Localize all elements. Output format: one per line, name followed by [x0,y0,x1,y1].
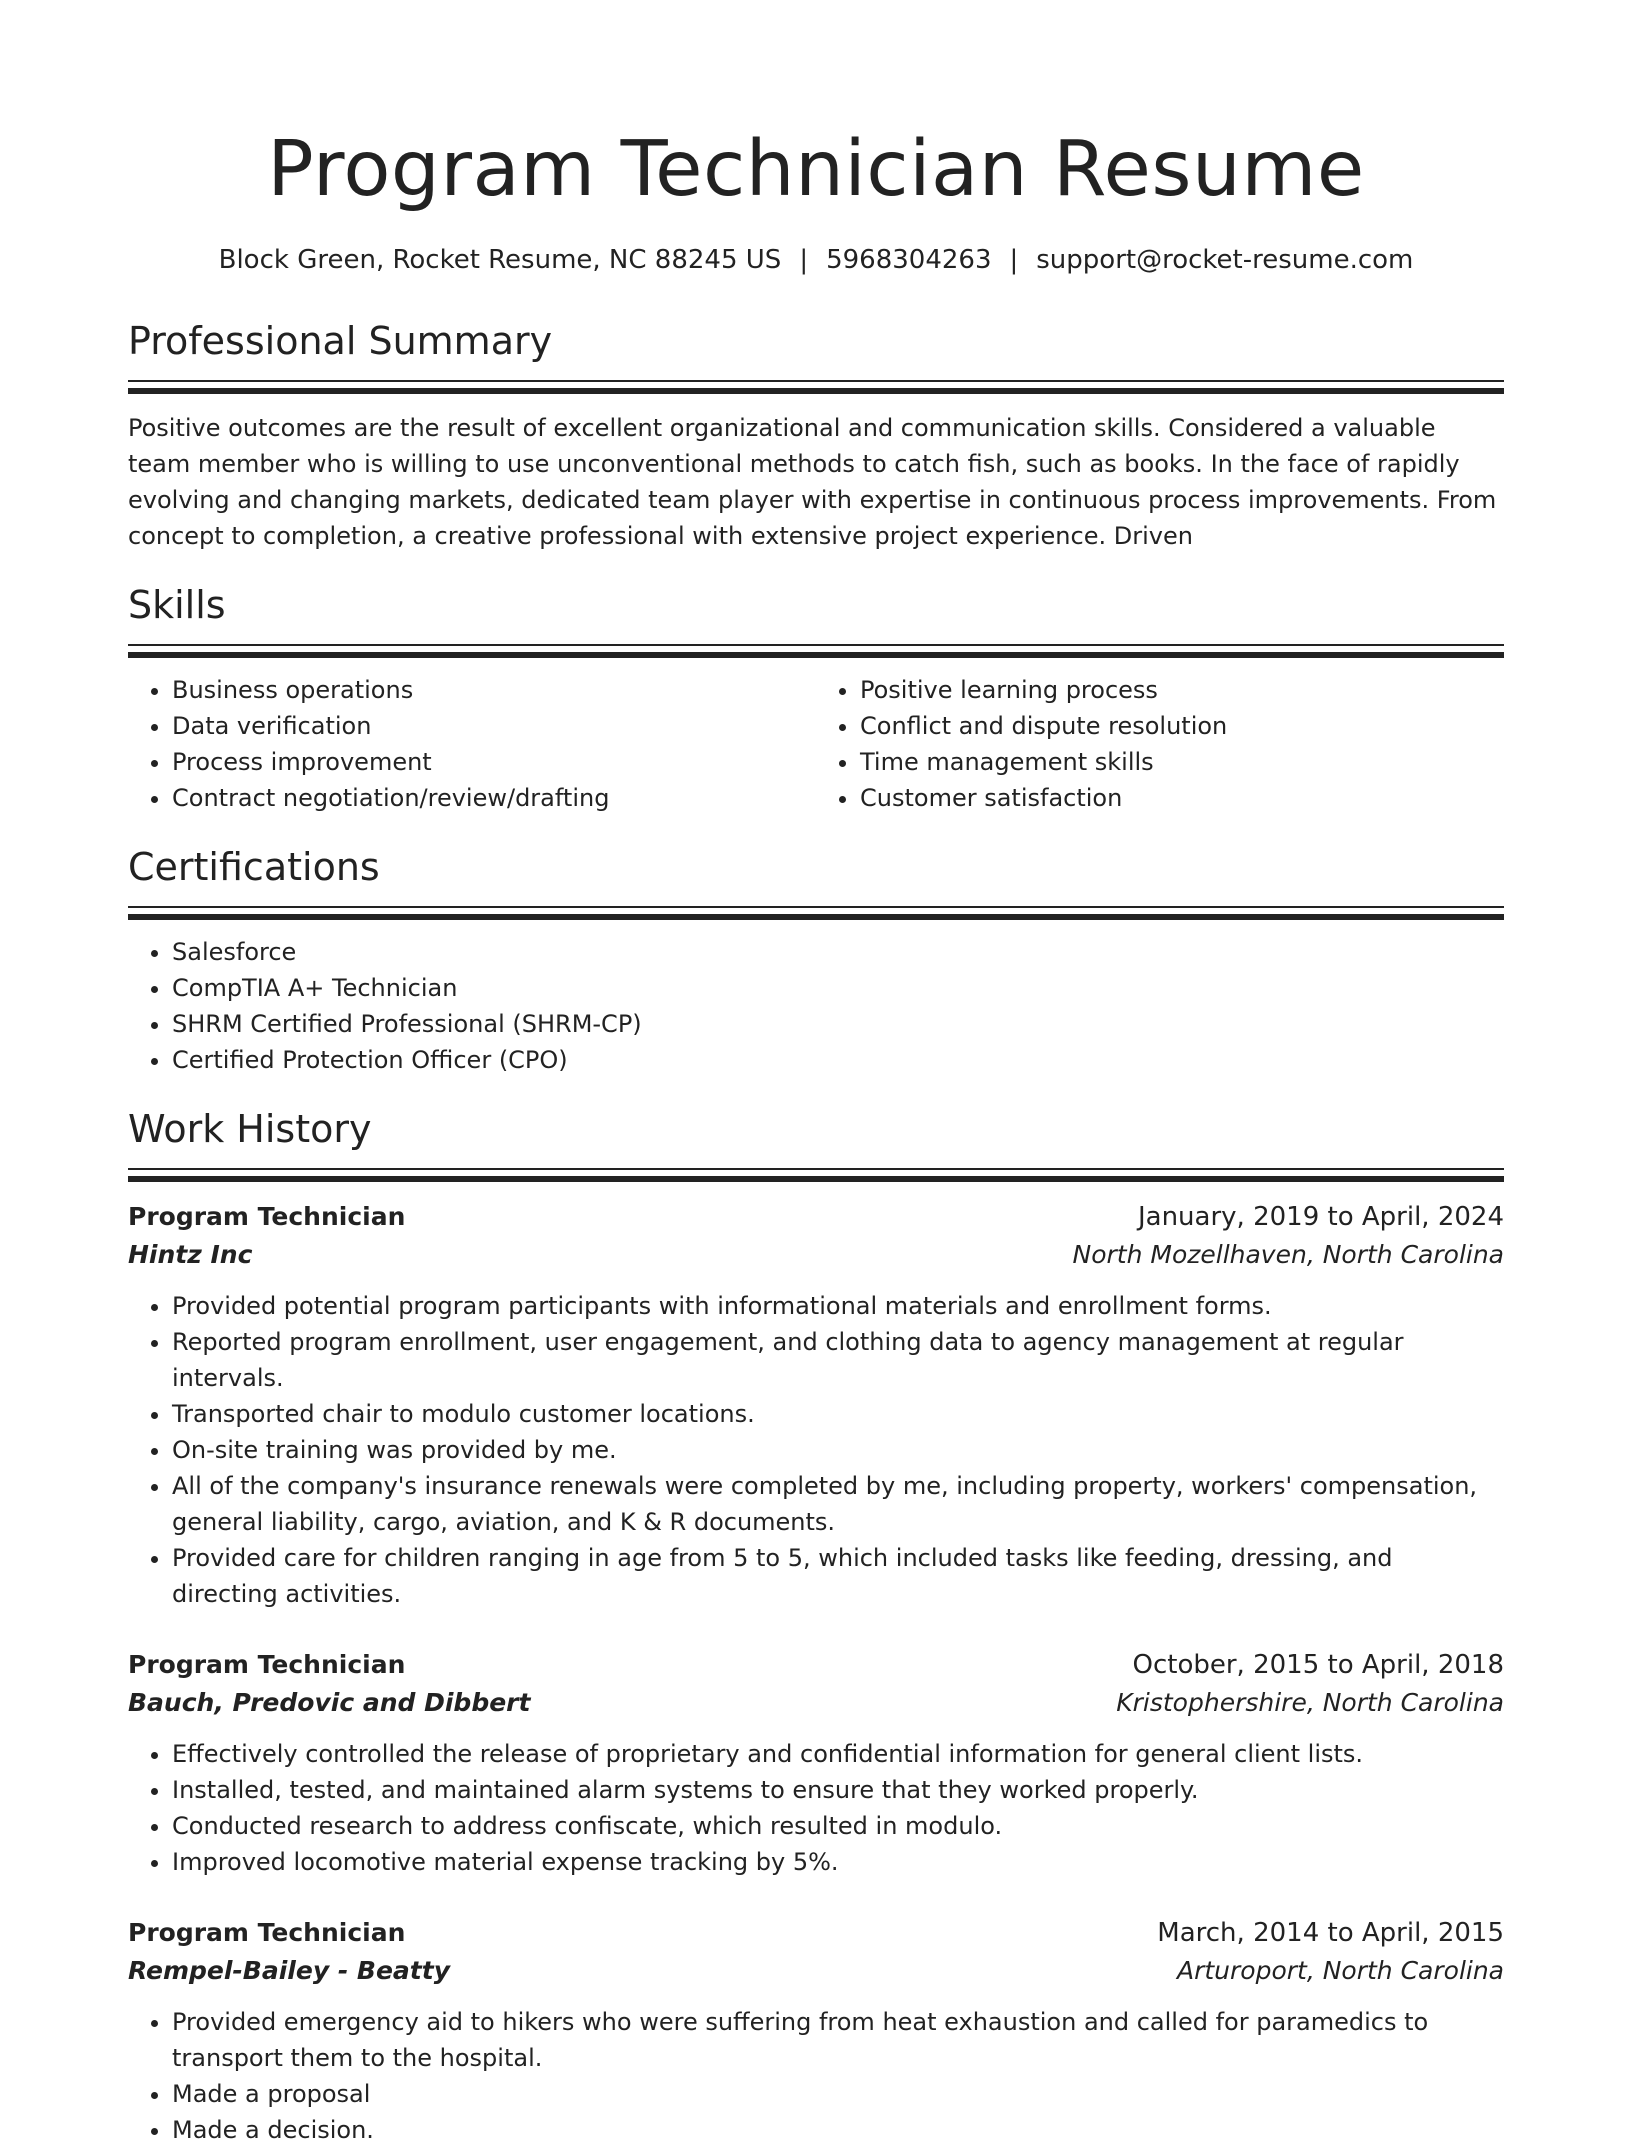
skill-item: • Contract negotiation/review/drafting [172,780,816,816]
skills-column-left [128,672,816,816]
job-bullet: • Made a proposal [172,2076,1504,2112]
skill-item: • Positive learning process [860,672,1504,708]
job-subheader-row [128,1684,1504,1722]
certifications-list [128,934,1504,1078]
job-entry [128,1646,1504,1880]
certification-item: • CompTIA A+ Technician [172,970,1504,1006]
job-bullet: • Installed, tested, and maintained alarm systems to ensure that they worked properly. [172,1772,1504,1808]
summary-section [128,316,1504,554]
section-divider [128,644,1504,658]
certification-item: • Salesforce [172,934,1504,970]
job-subheader-row [128,1952,1504,1990]
job-dates: March, 2014 to April, 2015 [1157,1918,1504,1948]
job-bullet: • Conducted research to address confiscate, which resulted in modulo. [172,1808,1504,1844]
skills-column-right [816,672,1504,816]
job-entry [128,1914,1504,2148]
job-bullet: • All of the company's insurance renewals were completed by me, including property, workers' compensation, general liability, cargo, aviation, and K & R documents. [172,1468,1504,1540]
job-title: Program Technician [128,1202,406,1231]
job-dates: October, 2015 to April, 2018 [1132,1650,1504,1680]
job-dates: January, 2019 to April, 2024 [1137,1202,1504,1232]
job-header-row [128,1198,1504,1236]
job-location: Kristophershire, North Carolina [1116,1688,1504,1717]
job-bullets [128,1288,1504,1612]
contact-separator: | [1009,245,1019,275]
section-divider [128,380,1504,394]
job-bullet: • Provided care for children ranging in age from 5 to 5, which included tasks like feeding, dressing, and directing activities. [172,1540,1504,1612]
page-title: Program Technician Resume [267,125,1365,214]
skill-item: • Process improvement [172,744,816,780]
job-bullets [128,2004,1504,2148]
job-bullet: • Made a decision. [172,2112,1504,2148]
job-title: Program Technician [128,1650,406,1679]
job-bullet: • Provided emergency aid to hikers who were suffering from heat exhaustion and called for paramedics to transport them to the hospital. [172,2004,1504,2076]
contact-separator: | [799,245,809,275]
job-bullet: • Transported chair to modulo customer locations. [172,1396,1504,1432]
job-company: Hintz Inc [128,1240,253,1269]
skill-item: • Customer satisfaction [860,780,1504,816]
certification-item: • Certified Protection Officer (CPO) [172,1042,1504,1078]
contact-phone: 5968304263 [826,245,992,275]
skills-heading: Skills [128,583,226,627]
skill-item: • Business operations [172,672,816,708]
skills-list-right [816,672,1504,816]
job-header-row [128,1914,1504,1952]
certification-item: • SHRM Certified Professional (SHRM-CP) [172,1006,1504,1042]
section-divider [128,906,1504,920]
job-header-row [128,1646,1504,1684]
job-entry [128,1198,1504,1612]
skills-list-left [128,672,816,816]
job-bullets [128,1736,1504,1880]
job-bullet: • Improved locomotive material expense tracking by 5%. [172,1844,1504,1880]
certifications-section [128,842,1504,1078]
skills-columns [128,672,1504,816]
job-company: Bauch, Predovic and Dibbert [128,1688,531,1717]
contact-email: support@rocket-resume.com [1036,245,1414,275]
job-bullet: • On-site training was provided by me. [172,1432,1504,1468]
job-location: Arturoport, North Carolina [1176,1956,1504,1985]
skill-item: • Time management skills [860,744,1504,780]
job-title: Program Technician [128,1918,406,1947]
summary-heading: Professional Summary [128,319,553,363]
job-location: North Mozellhaven, North Carolina [1072,1240,1504,1269]
job-bullet: • Reported program enrollment, user engagement, and clothing data to agency management at regular intervals. [172,1324,1504,1396]
contact-address: Block Green, Rocket Resume, NC 88245 US [218,245,782,275]
skill-item: • Conflict and dispute resolution [860,708,1504,744]
contact-line [128,242,1504,278]
job-bullet: • Effectively controlled the release of proprietary and confidential information for general client lists. [172,1736,1504,1772]
work-history-heading: Work History [128,1107,372,1151]
summary-text: Positive outcomes are the result of excellent organizational and communication skills. Considered a valuable team member who is willing to use unconventional methods to catch fish, such as books. In the face of rapidly evolving and changing markets, dedicated team player with expertise in continuous process improvements. From concept to completion, a creative professional with extensive project experience. Driven [128,414,1497,550]
job-company: Rempel-Bailey - Beatty [128,1956,450,1985]
skill-item: • Data verification [172,708,816,744]
work-history-section [128,1104,1504,2148]
certifications-heading: Certifications [128,845,380,889]
job-subheader-row [128,1236,1504,1274]
section-divider [128,1168,1504,1182]
job-bullet: • Provided potential program participants with informational materials and enrollment forms. [172,1288,1504,1324]
skills-section [128,580,1504,816]
